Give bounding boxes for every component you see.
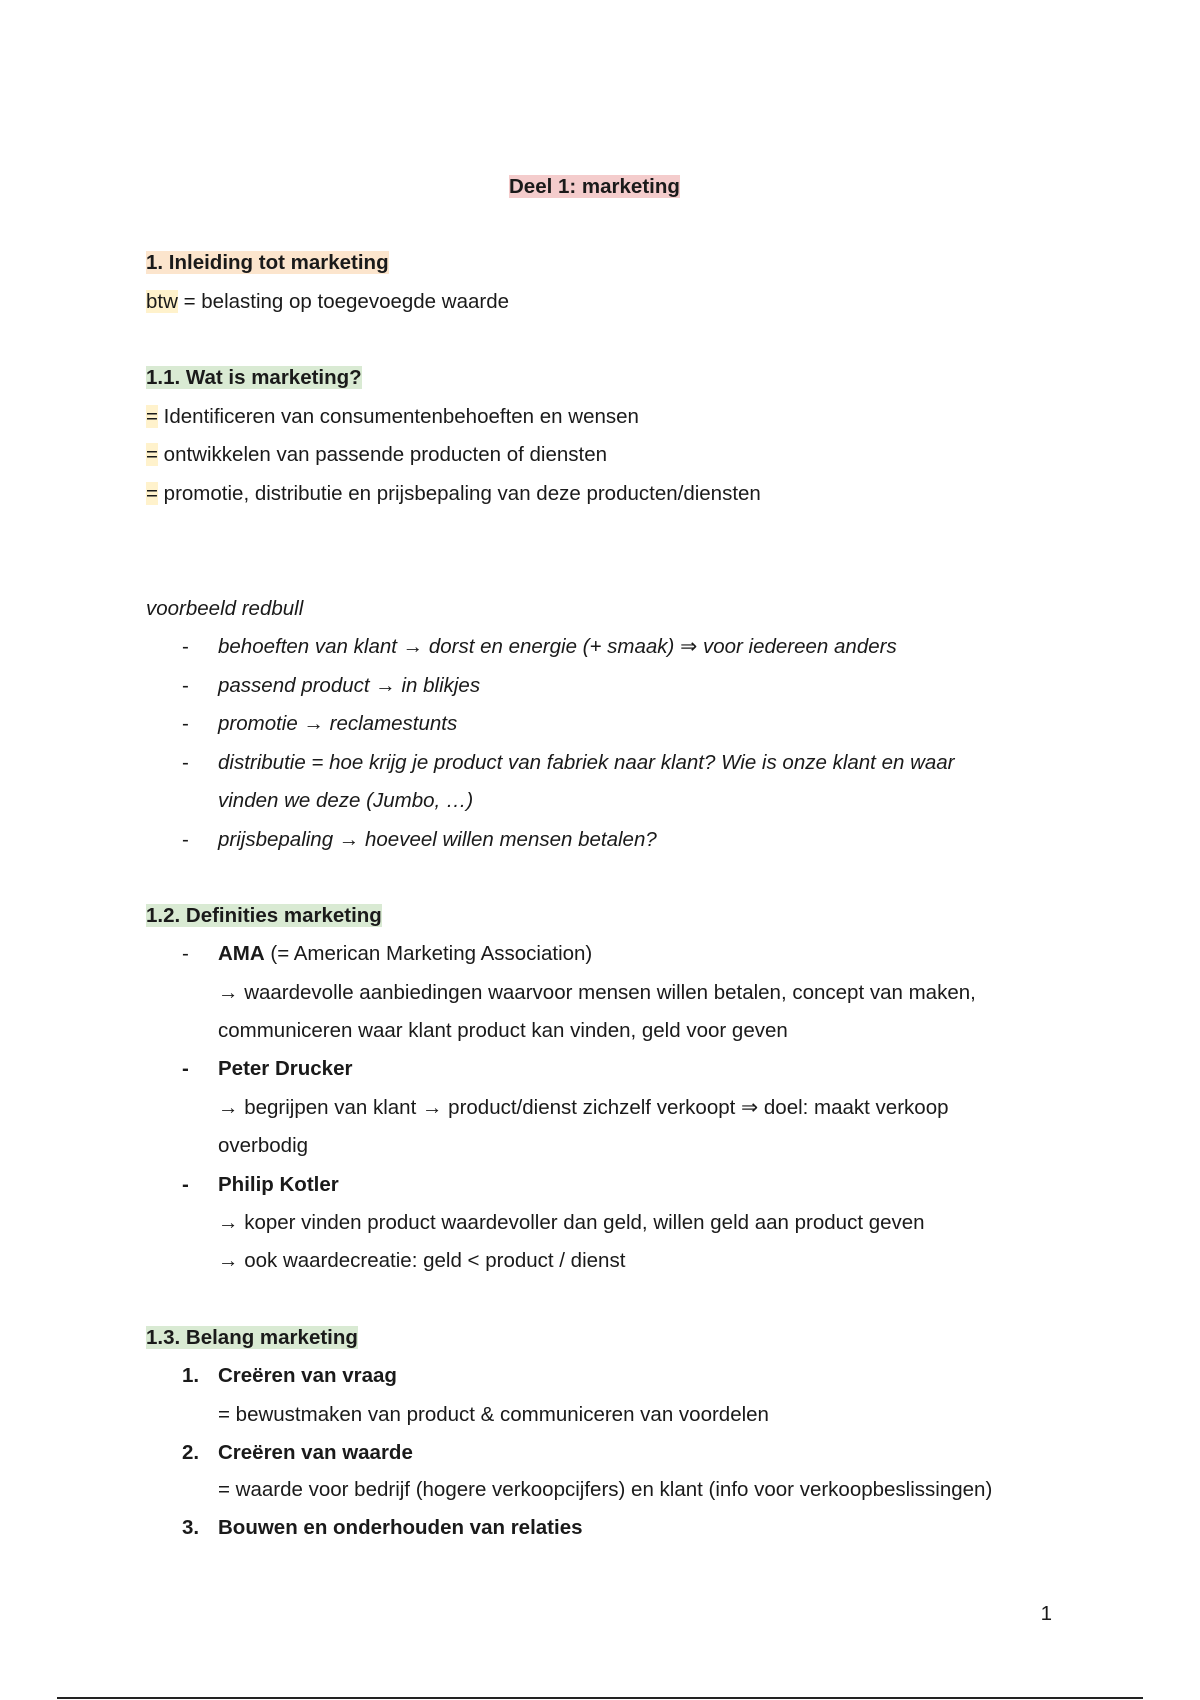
- bullet-dash: -: [182, 674, 189, 697]
- document-title-text: Deel 1: marketing: [509, 175, 680, 198]
- drucker-line-1: → begrijpen van klant → product/dienst zichzelf verkoopt ⇒ doel: maakt verkoop: [218, 1096, 949, 1119]
- equals-sign: =: [146, 443, 158, 466]
- importance-item-1-desc: = bewustmaken van product & communiceren van voordelen: [218, 1403, 769, 1426]
- what-is-text-3: promotie, distributie en prijsbepaling van deze producten/diensten: [157, 482, 761, 505]
- bullet-dash: -: [182, 1173, 189, 1196]
- kotler-line-1: → koper vinden product waardevoller dan geld, willen geld aan product geven: [218, 1211, 925, 1234]
- ama-name: AMA: [218, 942, 265, 965]
- example-item-4-continued: vinden we deze (Jumbo, …): [218, 789, 474, 812]
- bullet-dash: -: [182, 712, 189, 735]
- drucker-line-2: overbodig: [218, 1134, 309, 1157]
- ama-line-1: → waardevolle aanbiedingen waarvoor mensen willen betalen, concept van maken,: [218, 981, 976, 1004]
- bullet-dash: -: [182, 942, 189, 965]
- section-1-3-heading-text: 1.3. Belang marketing: [146, 1326, 358, 1349]
- document-title: [509, 174, 680, 200]
- kotler-line-2: → ook waardecreatie: geld < product / dienst: [218, 1249, 626, 1272]
- page-bottom-divider: [57, 1697, 1143, 1699]
- list-number: 3.: [182, 1516, 200, 1539]
- page-number: 1: [1040, 1602, 1052, 1625]
- section-1-3-heading: [146, 1325, 358, 1351]
- importance-item-1-title: Creëren van vraag: [218, 1364, 397, 1387]
- example-item-3: promotie → reclamestunts: [218, 712, 458, 735]
- definition-ama: [218, 941, 592, 967]
- importance-item-3-title: Bouwen en onderhouden van relaties: [218, 1516, 583, 1539]
- what-is-line-3: [146, 481, 761, 507]
- example-item-5: prijsbepaling → hoeveel willen mensen betalen?: [218, 828, 657, 851]
- bullet-dash: -: [182, 828, 189, 851]
- section-1-heading-text: 1. Inleiding tot marketing: [146, 251, 389, 274]
- what-is-line-2: [146, 442, 607, 468]
- example-item-2: passend product → in blikjes: [218, 674, 481, 697]
- section-1-1-heading-text: 1.1. Wat is marketing?: [146, 366, 362, 389]
- what-is-line-1: [146, 404, 639, 430]
- equals-sign: =: [146, 482, 158, 505]
- list-number: 1.: [182, 1364, 200, 1387]
- kotler-name: Philip Kotler: [218, 1173, 339, 1196]
- btw-definition: [146, 289, 509, 315]
- example-label: voorbeeld redbull: [146, 597, 304, 620]
- ama-expansion: (= American Marketing Association): [264, 942, 593, 965]
- importance-item-2-desc: = waarde voor bedrijf (hogere verkoopcijfers) en klant (info voor verkoopbeslissingen): [218, 1478, 993, 1501]
- what-is-text-1: Identificeren van consumentenbehoeften en wensen: [157, 405, 639, 428]
- bullet-dash: -: [182, 635, 189, 658]
- bullet-dash: -: [182, 751, 189, 774]
- ama-line-2: communiceren waar klant product kan vinden, geld voor geven: [218, 1019, 788, 1042]
- btw-term: btw: [146, 290, 178, 313]
- example-item-1: behoeften van klant → dorst en energie (+ smaak) ⇒ voor iedereen anders: [218, 635, 897, 658]
- drucker-name: Peter Drucker: [218, 1057, 353, 1080]
- section-1-heading: [146, 250, 389, 276]
- bullet-dash: -: [182, 1057, 189, 1080]
- importance-item-2-title: Creëren van waarde: [218, 1441, 413, 1464]
- section-1-1-heading: [146, 365, 362, 391]
- example-item-4: distributie = hoe krijg je product van fabriek naar klant? Wie is onze klant en waar: [218, 751, 955, 774]
- list-number: 2.: [182, 1441, 200, 1464]
- equals-sign: =: [146, 405, 158, 428]
- what-is-text-2: ontwikkelen van passende producten of diensten: [157, 443, 608, 466]
- section-1-2-heading-text: 1.2. Definities marketing: [146, 904, 382, 927]
- section-1-2-heading: [146, 903, 382, 929]
- btw-definition-text: = belasting op toegevoegde waarde: [177, 290, 510, 313]
